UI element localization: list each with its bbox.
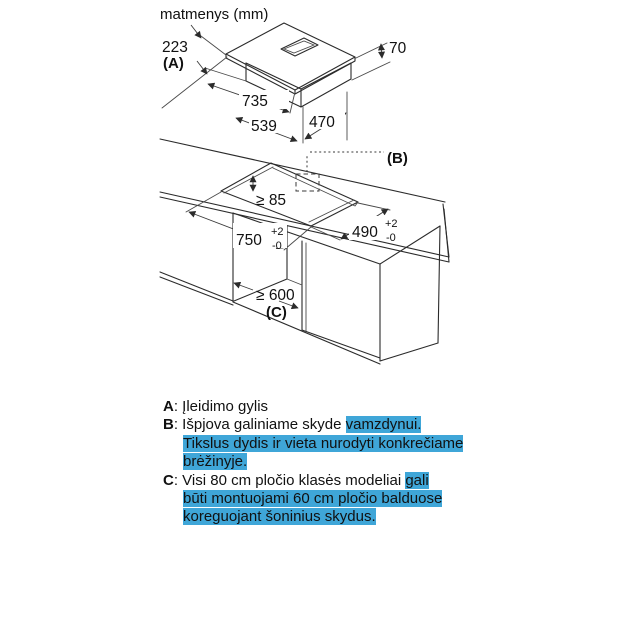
legend-item-b-line3: brėžinyje. (183, 453, 248, 471)
legend-key-b: B (163, 416, 174, 434)
dim-body-width (236, 117, 297, 141)
hob-vent-grille (281, 38, 318, 56)
legend-text-c-highlighted: gali (405, 471, 429, 489)
dim-body-width-value: 539 (251, 118, 277, 135)
legend-item-a (163, 398, 463, 416)
dim-cutout-width-tol-minus: -0 (272, 240, 282, 252)
dim-top-width (208, 84, 289, 112)
worktop-cutout (221, 163, 358, 226)
legend-text-b-highlighted: vamzdynui. (345, 416, 422, 434)
legend-item-b-line2: Tikslus dydis ir vieta nurodyti konkrečiame (183, 434, 464, 452)
dim-insert-depth-value: 223 (162, 39, 188, 56)
legend-item-b (163, 416, 463, 434)
dim-body-depth-value: 470 (309, 114, 335, 131)
legend-text-a: : Įleidimo gylis (173, 398, 269, 415)
legend (163, 398, 463, 527)
hob-isometric-view (162, 23, 407, 143)
legend-item-c (163, 472, 463, 490)
rear-cutout-marker (296, 150, 408, 191)
dim-min-back-distance (253, 176, 286, 209)
dim-insert-depth-ref: (A) (163, 55, 184, 72)
legend-text-c: : Visi 80 cm pločio klasės modeliai (173, 471, 406, 489)
hob-top-plate (226, 23, 355, 94)
legend-key-a: A (163, 398, 174, 415)
cabinet-isometric-view (160, 139, 449, 364)
legend-text-b: : Išpjova galiniame skyde (173, 416, 346, 434)
dim-cutout-depth (311, 203, 403, 244)
dim-cutout-depth-tol-minus: -0 (386, 232, 396, 244)
dim-cutout-width-tol-plus: +2 (271, 226, 284, 238)
legend-key-c: C (163, 471, 174, 489)
dim-cutout-depth-value: 490 (352, 224, 378, 241)
dim-min-cabinet-width (234, 283, 298, 321)
dim-min-back-distance-value: ≥ 85 (256, 192, 287, 209)
legend-item-c-line3: koreguojant šoninius skydus. (183, 508, 376, 526)
dim-min-cabinet-width-value: ≥ 600 (256, 287, 295, 304)
dim-hob-height-value: 70 (389, 40, 407, 57)
legend-item-c-line2: būti montuojami 60 cm pločio balduose (183, 490, 443, 508)
dim-hob-height (381, 40, 407, 58)
dim-body-depth (305, 112, 346, 139)
dim-min-cabinet-width-ref: (C) (266, 304, 287, 321)
dim-insert-depth (162, 25, 207, 74)
dim-top-width-value: 735 (242, 93, 268, 110)
diagram-title: matmenys (mm) (160, 6, 269, 23)
dim-rear-cutout-ref: (B) (387, 150, 408, 167)
dim-cutout-depth-tol-plus: +2 (385, 218, 398, 230)
dim-cutout-width-value: 750 (236, 232, 262, 249)
